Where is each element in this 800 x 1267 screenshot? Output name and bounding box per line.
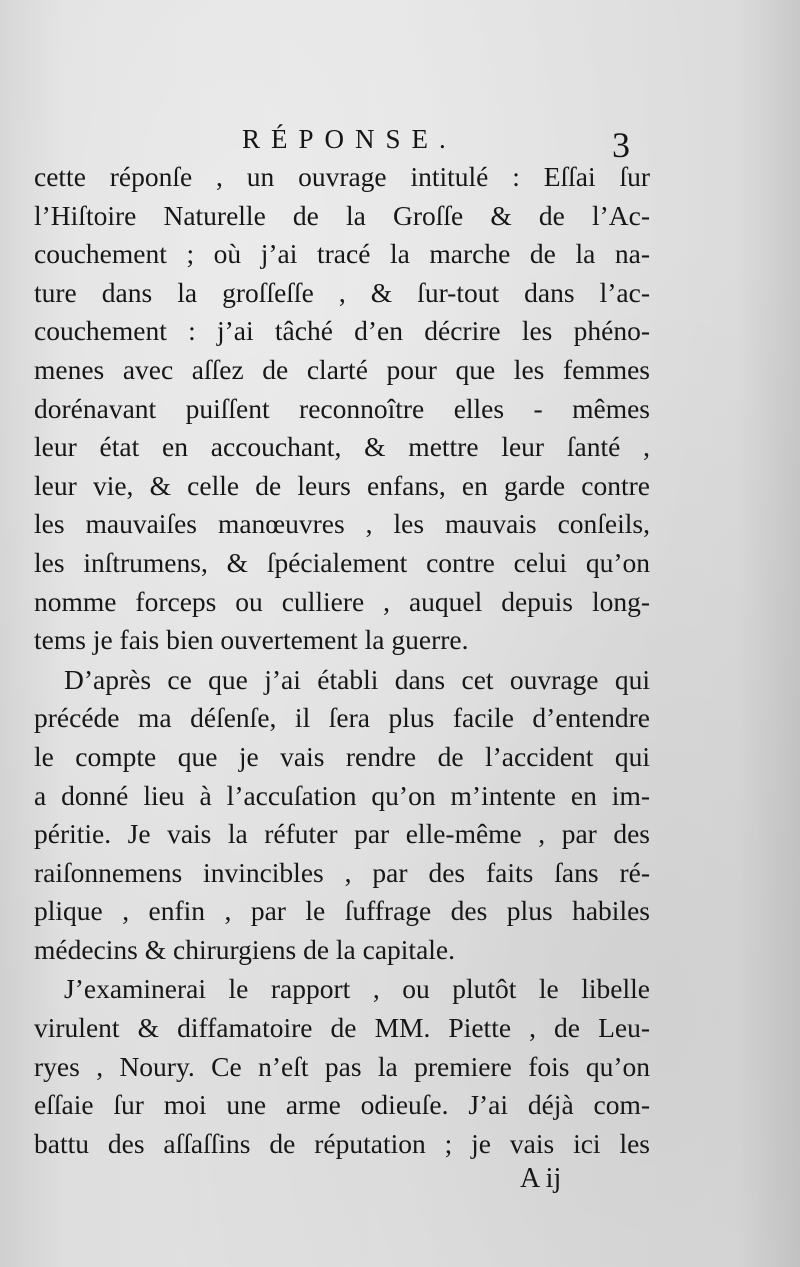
text-line: eſſaie ſur moi une arme odieuſe. J’ai déjà com-	[34, 1089, 650, 1121]
body-text	[34, 158, 650, 1163]
text-line: péritie. Je vais la réfuter par elle-même , par des	[34, 818, 650, 850]
running-title: RÉPONSE.	[242, 124, 457, 154]
text-line: ryes , Noury. Ce n’eſt pas la premiere fois qu’on	[34, 1050, 650, 1082]
signature-mark: A ij	[520, 1163, 562, 1194]
text-line: plique , enfin , par le ſuffrage des plus habiles	[34, 895, 650, 927]
text-line: précéde ma déſenſe, il ſera plus facile d’entendre	[34, 702, 650, 734]
text-line: les mauvaiſes manœuvres , les mauvais conſeils,	[34, 508, 650, 540]
page-number: 3	[612, 125, 630, 165]
text-line: couchement : j’ai tâché d’en décrire les phéno-	[34, 315, 650, 347]
text-line: ture dans la groſſeſſe , & ſur-tout dans l’ac-	[34, 276, 650, 308]
text-line: nomme forceps ou culliere , auquel depuis long-	[34, 585, 650, 617]
page-header	[0, 112, 800, 165]
text-line: l’Hiſtoire Naturelle de la Groſſe & de l’Ac-	[34, 199, 650, 231]
text-line: raiſonnemens invincibles , par des faits ſans ré-	[34, 856, 650, 888]
text-line: tems je fais bien ouvertement la guerre.	[34, 624, 469, 656]
text-line: a donné lieu à l’accuſation qu’on m’intente en im-	[34, 779, 650, 811]
text-line: les inſtrumens, & ſpécialement contre celui qu’on	[34, 546, 650, 578]
text-line: leur état en accouchant, & mettre leur ſanté ,	[34, 431, 650, 463]
text-line: leur vie, & celle de leurs enfans, en garde contre	[34, 469, 650, 501]
text-line: le compte que je vais rendre de l’accident qui	[34, 740, 650, 772]
text-line: J’examinerai le rapport , ou plutôt le libelle	[64, 973, 650, 1005]
text-line: cette réponſe , un ouvrage intitulé : Eſſai ſur	[34, 161, 650, 192]
text-line: battu des aſſaſſins de réputation ; je vais ici les	[34, 1127, 650, 1159]
text-line: D’après ce que j’ai établi dans cet ouvrage qui	[64, 663, 650, 695]
text-line: menes avec aſſez de clarté pour que les femmes	[34, 353, 650, 385]
text-line: virulent & diffamatoire de MM. Piette , de Leu-	[34, 1012, 650, 1044]
text-line: médecins & chirurgiens de la capitale.	[34, 933, 455, 965]
text-line: dorénavant puiſſent reconnoître elles - mêmes	[34, 392, 650, 424]
text-line: couchement ; où j’ai tracé la marche de la na-	[34, 238, 650, 270]
